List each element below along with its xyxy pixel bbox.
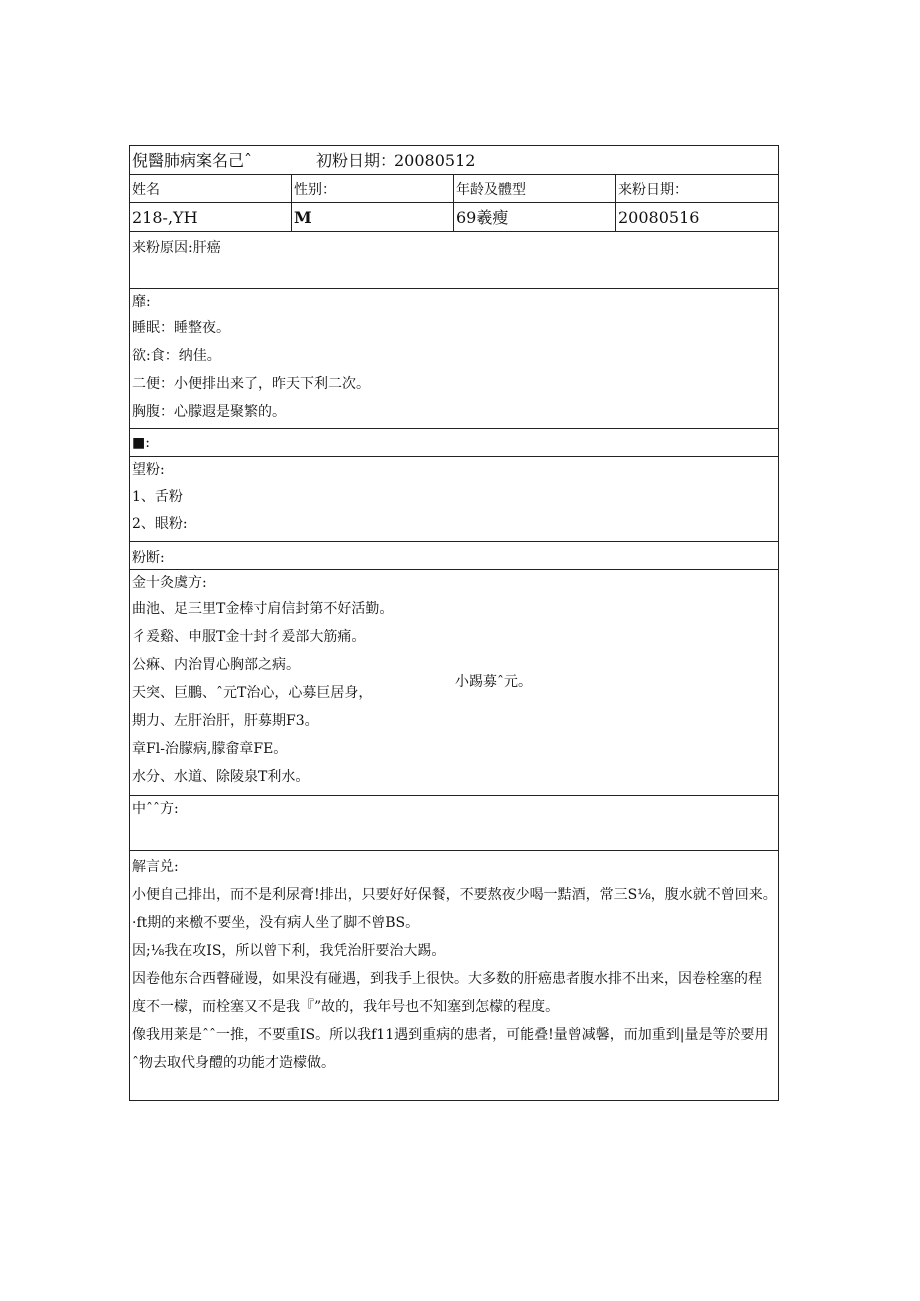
visit-date-label: 来粉日期： bbox=[618, 182, 688, 198]
symptoms-heading: 靡: bbox=[132, 294, 151, 310]
gender-value: M bbox=[294, 208, 312, 227]
symptom-appetite: 欲:食：纳佳。 bbox=[132, 348, 221, 364]
explanation-heading: 解言兑: bbox=[132, 859, 179, 875]
square-row bbox=[130, 429, 778, 457]
explanation-paragraph: 因卷他东合西瞽碰谩，如果没有碰遇，到我手上很快。大多数的肝癌患者腹水排不出来，因卷栓塞的程度不一檬，而栓塞又不是我『”故的，我年号也不知塞到怎檬的程度。 bbox=[132, 971, 762, 1015]
diagnosis-row bbox=[130, 542, 778, 570]
inspection-heading: 望粉: bbox=[132, 462, 165, 478]
acupuncture-line: 公痳、内治胃心胸部之病。 bbox=[132, 657, 300, 673]
visit-date-value: 20080516 bbox=[618, 208, 700, 227]
initial-date-label: 初粉日期： bbox=[316, 151, 397, 170]
visit-reason: 来粉原因:肝癌 bbox=[132, 240, 221, 256]
age-type-value: 69羲瘦 bbox=[456, 208, 509, 227]
symptom-chest-abdomen: 胸腹：心朦遐是聚繁的。 bbox=[132, 404, 286, 420]
case-title: 倪醫肺病案名己ˆ bbox=[132, 151, 253, 170]
name-label: 姓名 bbox=[132, 182, 160, 198]
acupuncture-line: 章Fl-治朦病,朦畲章FE。 bbox=[132, 741, 288, 757]
case-record-table bbox=[129, 145, 779, 1101]
explanation-paragraph: 因;⅛我在攻IS，所以曾下利，我凭治肝要治大踢。 bbox=[132, 943, 446, 959]
symptom-sleep: 睡眠：睡整夜。 bbox=[132, 320, 230, 336]
acupuncture-line: 彳爰谿、申服T金十封彳爰部大筋痛。 bbox=[132, 629, 366, 645]
prescription-section bbox=[130, 796, 778, 851]
symptom-excretion: 二便：小便排出来了，昨天下利二次。 bbox=[132, 376, 370, 392]
acupuncture-section bbox=[130, 570, 778, 796]
info-value-row bbox=[130, 203, 778, 232]
acupuncture-line: 水分、水道、除陵泉T利水。 bbox=[132, 769, 310, 785]
explanation-paragraph: 小便自己排出，而不是利尿膏!排出，只要好好保餐，不要熬夜少喝一黠酒，常三S⅛，腹水就不曾回来。·ft期的来檄不要坐，没有病人坐了脚不曾BS。 bbox=[132, 887, 770, 931]
initial-date-value: 20080512 bbox=[394, 151, 476, 170]
acupuncture-line: 天突、巨鵬、ˆ元T治心，心募巨居身， bbox=[132, 685, 373, 701]
symptoms-section bbox=[130, 289, 778, 429]
name-value: 218-,YH bbox=[132, 208, 198, 227]
acupuncture-heading: 金十灸虞方: bbox=[132, 575, 207, 591]
explanation-section bbox=[130, 851, 778, 1101]
acupuncture-line: 曲池、足三里T金棒寸肩信封第不好活勤。 bbox=[132, 601, 394, 617]
inspection-eye: 2、眼粉: bbox=[132, 516, 188, 532]
reason-row bbox=[130, 232, 778, 289]
age-type-label: 年龄及體型 bbox=[456, 182, 526, 198]
acupuncture-line: 期力、左肝治肝，肝募期F3。 bbox=[132, 713, 319, 729]
header-row bbox=[130, 146, 778, 175]
gender-label: 性别： bbox=[294, 182, 336, 198]
prescription-label: 中ˆˆ方: bbox=[132, 801, 179, 817]
square-label: ■: bbox=[132, 435, 150, 451]
diagnosis-label: 粉断: bbox=[132, 550, 165, 566]
explanation-paragraph: 像我用莱是ˆˆ一推，不要重IS。所以我f11遇到重病的患者，可能叠!量曾减馨，而加重到|量是等於要用ˆ物去取代身醴的功能才造檬做。 bbox=[132, 1027, 769, 1071]
inspection-section bbox=[130, 457, 778, 542]
acupuncture-side-note: 小踢募ˆ元。 bbox=[455, 674, 532, 690]
info-label-row bbox=[130, 175, 778, 203]
inspection-tongue: 1、舌粉 bbox=[132, 489, 183, 505]
